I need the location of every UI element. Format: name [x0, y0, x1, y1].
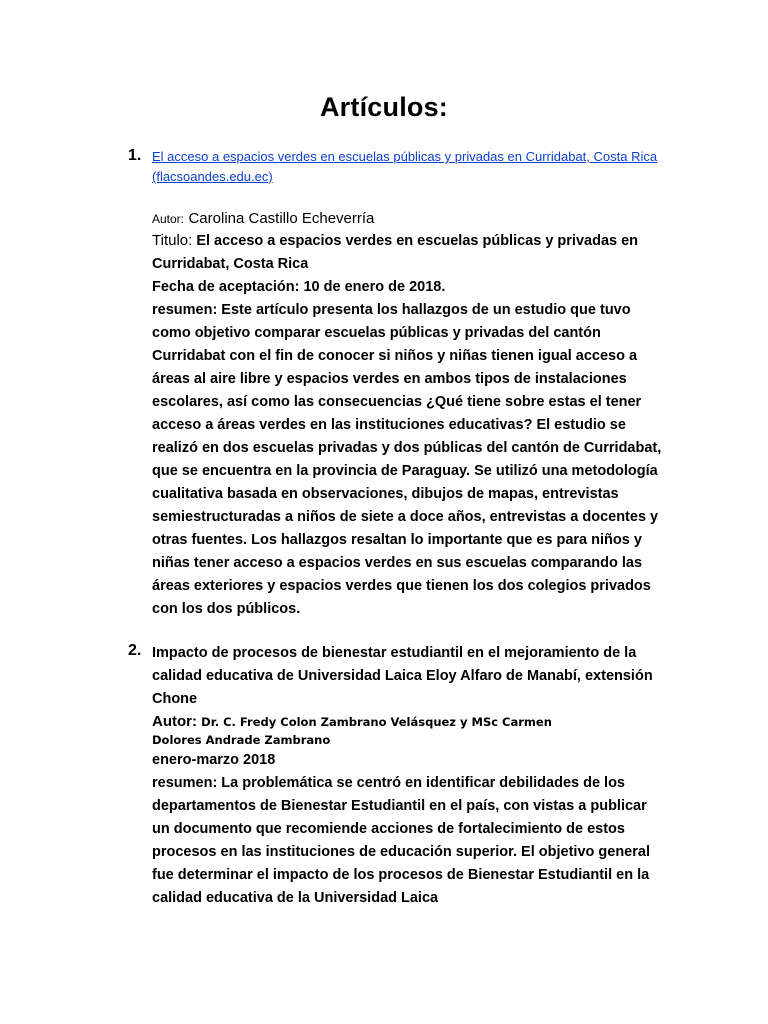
- article-body: [152, 147, 666, 621]
- article-title: [152, 229, 666, 276]
- title-text: El acceso a espacios verdes en escuelas públicas y privadas en Curridabat, Costa Rica: [152, 233, 639, 272]
- article-link[interactable]: [152, 149, 657, 184]
- article-number: 1.: [128, 147, 142, 164]
- article-link-text: El acceso a espacios verdes en escuelas públicas y privadas en Curridabat, Costa Rica: [152, 149, 658, 164]
- author-name: Dr. C. Fredy Colon Zambrano Velásquez y MSc Carmen: [201, 715, 552, 729]
- article-abstract: resumen: La problemática se centró en identificar debilidades de los departamentos de Bienestar Estudiantil en el país, con vistas a publicar un documento que recomiende acciones de fortalecimiento de estos procesos en las instituciones de educación superior. El objetivo general fue determinar el impacto de los procesos de Bienestar Estudiantil en la calidad educativa de la Universidad Laica: [152, 775, 650, 906]
- article-title: Impacto de procesos de bienestar estudiantil en el mejoramiento de la calidad educativa de Universidad Laica Eloy Alfaro de Manabí, extensión Chone: [152, 645, 653, 707]
- author-name-continued: Dolores Andrade Zambrano: [152, 733, 331, 747]
- title-label: Titulo:: [152, 232, 193, 249]
- article-author: [152, 713, 666, 731]
- article-date: enero-marzo 2018: [152, 752, 276, 768]
- author-name: Carolina Castillo Echeverría: [188, 210, 375, 227]
- author-label: Autor:: [152, 713, 197, 730]
- article-date: Fecha de aceptación: 10 de enero de 2018.: [152, 279, 446, 295]
- author-label: Autor:: [152, 212, 185, 226]
- page-title: Artículos:: [319, 92, 448, 122]
- article-author: [152, 209, 666, 229]
- article-link-source: (flacsoandes.edu.ec): [152, 169, 273, 184]
- article-abstract: resumen: Este artículo presenta los hallazgos de un estudio que tuvo como objetivo comparar escuelas públicas y privadas del cantón Curridabat con el fin de conocer si niños y niñas tienen igual acceso a áreas al aire libre y espacios verdes en ambos tipos de instalaciones escolares, así como las consecuencias ¿Qué tiene sobre estas el tener acceso a áreas verdes en las instituciones educativas? El estudio se realizó en dos escuelas privadas y dos públicas del cantón de Curridabat, que se encuentra en la provincia de Paraguay. Se utilizó una metodología cualitativa basada en observaciones, dibujos de mapas, entrevistas semiestructuradas a niños de siete a doce años, entrevistas a docentes y otras fuentes. Los hallazgos resaltan lo importante que es para niños y niñas tener acceso a espacios verdes en sus escuelas comparando las áreas exteriores y espacios verdes que tienen los dos colegios privados con los dos públicos.: [152, 302, 662, 617]
- article-body: [152, 642, 666, 910]
- article-number: 2.: [128, 642, 142, 659]
